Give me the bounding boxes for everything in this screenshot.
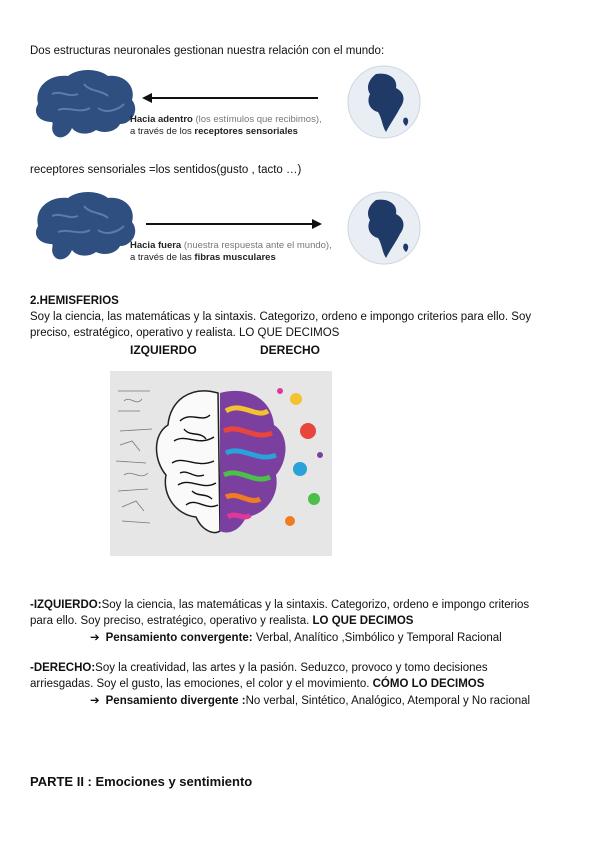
caption2-bold1: Hacia fuera xyxy=(130,240,182,251)
divergent-bullet xyxy=(90,693,530,709)
caption2-line2: a través de las xyxy=(130,252,195,263)
divergent-label: Pensamiento divergente : xyxy=(105,695,246,707)
section-para-line1: Soy la ciencia, las matemáticas y la sintaxis. Categorizo, ordeno e impongo criterios para ello. Soy xyxy=(30,311,532,323)
caption1-bold2: receptores sensoriales xyxy=(194,126,298,137)
diagram1-caption xyxy=(130,114,322,138)
derecho-line2 xyxy=(30,677,570,692)
receptores-text: receptores sensoriales =los sentidos(gusto , tacto …) xyxy=(30,164,302,176)
caption1-bold1: Hacia adentro xyxy=(130,114,193,125)
caption1-line2: a través de los xyxy=(130,126,195,137)
derecho-text2: arriesgadas. Soy el gusto, las emociones, el color y el movimiento. xyxy=(30,678,373,690)
caption2-bold2: fibras musculares xyxy=(194,252,276,263)
brain-hemispheres-image xyxy=(110,371,332,556)
brain-icon xyxy=(36,70,135,137)
izquierdo-text2-bold: LO QUE DECIMOS xyxy=(312,615,414,627)
caption2-light1: (nuestra respuesta ante el mundo), xyxy=(181,240,332,251)
caption1-light1: (los estímulos que recibimos), xyxy=(192,114,322,125)
derecho-text2-bold: CÓMO LO DECIMOS xyxy=(372,678,485,690)
derecho-label: -DERECHO: xyxy=(30,662,96,674)
section-title: 2.HEMISFERIOS xyxy=(30,295,119,307)
arrow-right-icon: ➔ xyxy=(90,693,100,707)
derecho-text1: Soy la creatividad, las artes y la pasión. Seduzco, provoco y tomo decisiones xyxy=(95,662,488,674)
globe-icon xyxy=(346,190,422,266)
section-para-line2: preciso, estratégico, operativo y realista. LO QUE DECIMOS xyxy=(30,327,340,339)
derecho-line1 xyxy=(30,661,570,676)
right-hemisphere-heading: DERECHO xyxy=(260,343,321,357)
intro-text: Dos estructuras neuronales gestionan nuestra relación con el mundo: xyxy=(30,45,385,57)
izquierdo-line2 xyxy=(30,614,570,629)
parte2-heading: PARTE II : Emociones y sentimiento xyxy=(30,774,253,789)
divergent-text: No verbal, Sintético, Analógico, Atemporal y No racional xyxy=(245,695,531,707)
izquierdo-line1 xyxy=(30,598,570,613)
convergent-text: Verbal, Analítico ,Simbólico y Temporal Racional xyxy=(252,632,502,644)
convergent-bullet xyxy=(90,630,502,646)
arrow-right-icon xyxy=(146,219,322,229)
izquierdo-text2: para ello. Soy preciso, estratégico, operativo y realista. xyxy=(30,615,313,627)
arrow-left-icon xyxy=(142,93,318,103)
convergent-label: Pensamiento convergente: xyxy=(105,632,253,644)
brain-icon xyxy=(36,192,135,259)
globe-icon xyxy=(346,64,422,140)
left-hemisphere-heading: IZQUIERDO xyxy=(130,343,197,357)
izquierdo-text1: Soy la ciencia, las matemáticas y la sintaxis. Categorizo, ordeno e impongo criterios xyxy=(101,599,530,611)
arrow-right-icon: ➔ xyxy=(90,630,100,644)
diagram2-caption xyxy=(130,240,332,264)
izquierdo-label: -IZQUIERDO: xyxy=(30,599,102,611)
